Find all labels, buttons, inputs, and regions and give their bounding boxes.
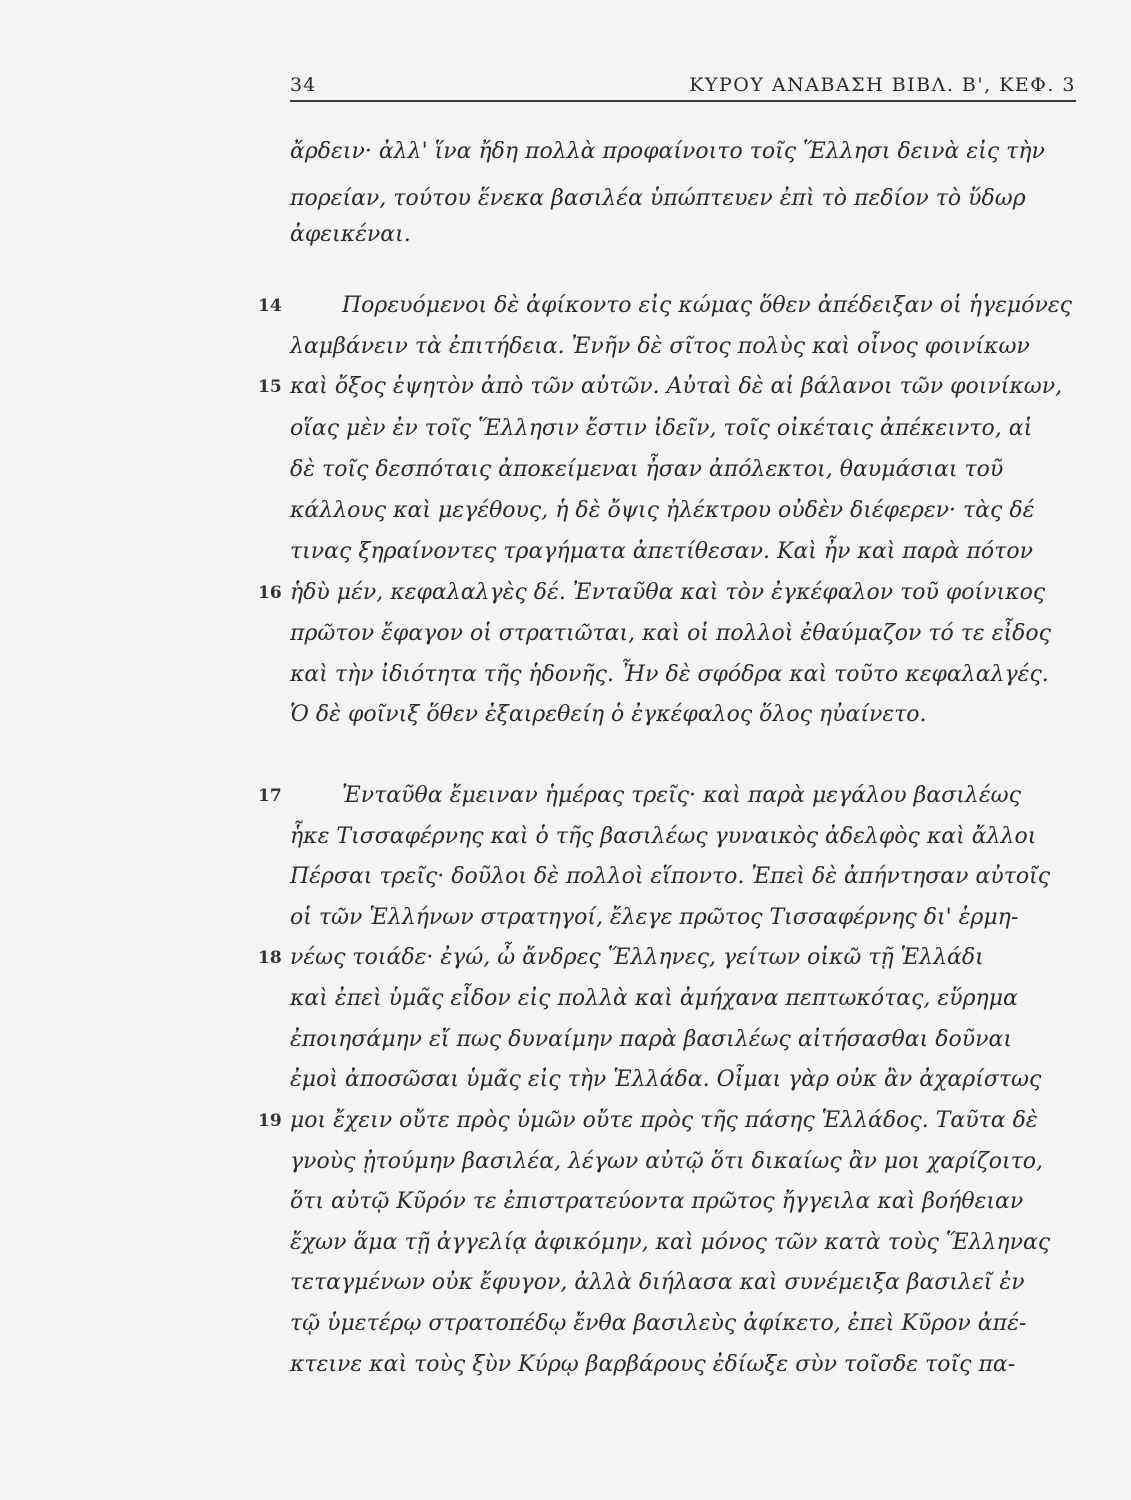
line-text: καὶ τὴν ἰδιότητα τῆς ἡδονῆς. Ἦν δὲ σφόδρα καὶ τοῦτο κεφαλαλγές. [290, 662, 1049, 687]
section-number-17: 17 [258, 786, 282, 806]
line-text: νέως τοιάδε· ἐγώ, ὦ ἄνδρες Ἕλληνες, γείτων οἰκῶ τῇ Ἑλλάδι [290, 945, 984, 970]
line-text: Πορευόμενοι δὲ ἀφίκοντο εἰς κώμας ὅθεν ἀπέδειξαν οἱ ἡγεμόνες [342, 293, 1072, 318]
section-number-15: 15 [258, 377, 282, 397]
text-line [290, 1025, 1076, 1055]
line-text: πορείαν, τούτου ἕνεκα βασιλέα ὑπώπτευεν ἐπὶ τὸ πεδίον τὸ ὕδωρ [290, 186, 1026, 211]
text-line [290, 1268, 1076, 1298]
line-text: πρῶτον ἔφαγον οἱ στρατιῶται, καὶ οἱ πολλοὶ ἐθαύμαζον τό τε εἶδος [290, 621, 1051, 646]
line-text: ἄρδειν· ἀλλ' ἵνα ἤδη πολλὰ προφαίνοιτο τοῖς Ἕλλησι δεινὰ εἰς τὴν [290, 139, 1045, 164]
text-line [290, 332, 1076, 362]
text-line [290, 1350, 1076, 1380]
text-line [290, 496, 1076, 526]
line-text: καὶ ἐπεὶ ὑμᾶς εἶδον εἰς πολλὰ καὶ ἀμήχανα πεπτωκότας, εὕρημα [290, 986, 1018, 1011]
line-text: ἐμοὶ ἀποσῶσαι ὑμᾶς εἰς τὴν Ἑλλάδα. Οἶμαι γὰρ οὐκ ἂν ἀχαρίστως [290, 1067, 1042, 1092]
line-text: ἡδὺ μέν, κεφαλαλγὲς δέ. Ἐνταῦθα καὶ τὸν ἐγκέφαλον τοῦ φοίνικος [290, 580, 1046, 605]
line-text: τῷ ὑμετέρῳ στρατοπέδῳ ἔνθα βασιλεὺς ἀφίκετο, ἐπεὶ Κῦρον ἀπέ- [290, 1311, 1027, 1336]
line-text: ἀφεικέναι. [290, 222, 411, 247]
section-number-16: 16 [258, 583, 282, 603]
line-text: οἵας μὲν ἐν τοῖς Ἕλλησιν ἔστιν ἰδεῖν, τοῖς οἰκέταις ἀπέκειντο, αἱ [290, 416, 1033, 441]
line-text: λαμβάνειν τὰ ἐπιτήδεια. Ἐνῆν δὲ σῖτος πολὺς καὶ οἶνος φοινίκων [290, 334, 1030, 359]
text-line [290, 184, 1076, 214]
running-title: ΚΥΡΟΥ ΑΝΑΒΑΣΗ ΒΙΒΛ. Β', ΚΕΦ. 3 [689, 74, 1076, 96]
text-line [290, 414, 1076, 444]
text-line [290, 372, 1076, 402]
line-text: τινας ξηραίνοντες τραγήματα ἀπετίθεσαν. Καὶ ἦν καὶ παρὰ πότον [290, 539, 1033, 564]
text-line [290, 619, 1076, 649]
text-line [290, 984, 1076, 1014]
header-rule [290, 100, 1076, 102]
section-number-14: 14 [258, 296, 282, 316]
line-text: κτεινε καὶ τοὺς ξὺν Κύρῳ βαρβάρους ἐδίωξε σὺν τοῖσδε τοῖς πα- [290, 1352, 1016, 1377]
text-line [290, 903, 1076, 933]
line-text: κάλλους καὶ μεγέθους, ἡ δὲ ὄψις ἠλέκτρου οὐδὲν διέφερεν· τὰς δέ [290, 498, 1035, 523]
line-text: ἔχων ἅμα τῇ ἀγγελίᾳ ἀφικόμην, καὶ μόνος τῶν κατὰ τοὺς Ἕλληνας [290, 1230, 1051, 1255]
text-line [342, 781, 1076, 811]
line-text: οἱ τῶν Ἑλλήνων στρατηγοί, ἔλεγε πρῶτος Τισσαφέρνης δι' ἑρμη- [290, 905, 1019, 930]
text-line [290, 220, 1076, 250]
section-number-18: 18 [258, 948, 282, 968]
line-text: ἧκε Τισσαφέρνης καὶ ὁ τῆς βασιλέως γυναικὸς ἀδελφὸς καὶ ἄλλοι [290, 824, 1037, 849]
line-text: τεταγμένων οὐκ ἔφυγον, ἀλλὰ διήλασα καὶ συνέμειξα βασιλεῖ ἐν [290, 1270, 1025, 1295]
line-text: μοι ἔχειν οὔτε πρὸς ὑμῶν οὔτε πρὸς τῆς πάσης Ἑλλάδος. Ταῦτα δὲ [290, 1108, 1038, 1133]
line-text: καὶ ὄξος ἑψητὸν ἀπὸ τῶν αὐτῶν. Αὐταὶ δὲ αἱ βάλανοι τῶν φοινίκων, [290, 374, 1063, 399]
text-line [290, 862, 1076, 892]
page-number: 34 [290, 74, 317, 96]
text-line [290, 1228, 1076, 1258]
line-text: ἐποιησάμην εἴ πως δυναίμην παρὰ βασιλέως αἰτήσασθαι δοῦναι [290, 1027, 1012, 1052]
line-text: Ἐνταῦθα ἔμειναν ἡμέρας τρεῖς· καὶ παρὰ μεγάλου βασιλέως [342, 783, 1021, 808]
line-text: δὲ τοῖς δεσπόταις ἀποκείμεναι ἦσαν ἀπόλεκτοι, θαυμάσιαι τοῦ [290, 457, 1004, 482]
line-text: Πέρσαι τρεῖς· δοῦλοι δὲ πολλοὶ εἵποντο. Ἐπεὶ δὲ ἀπήντησαν αὐτοῖς [290, 864, 1051, 889]
text-line [342, 291, 1076, 321]
text-line [290, 1065, 1076, 1095]
text-line [290, 943, 1076, 973]
text-line [290, 137, 1076, 167]
text-line [290, 1309, 1076, 1339]
text-line [290, 660, 1076, 690]
text-line [290, 1187, 1076, 1217]
text-line [290, 578, 1076, 608]
section-number-19: 19 [258, 1111, 282, 1131]
page-header [290, 68, 1076, 102]
text-line [290, 455, 1076, 485]
text-line [290, 822, 1076, 852]
text-line [290, 1147, 1076, 1177]
text-line [290, 537, 1076, 567]
line-text: ὅτι αὐτῷ Κῦρόν τε ἐπιστρατεύοντα πρῶτος ἤγγειλα καὶ βοήθειαν [290, 1189, 1024, 1214]
text-line [290, 700, 1076, 730]
text-line [290, 1106, 1076, 1136]
line-text: γνοὺς ᾐτούμην βασιλέα, λέγων αὐτῷ ὅτι δικαίως ἂν μοι χαρίζοιτο, [290, 1149, 1044, 1174]
line-text: Ὁ δὲ φοῖνιξ ὅθεν ἐξαιρεθείη ὁ ἐγκέφαλος ὅλος ηὐαίνετο. [290, 702, 927, 727]
